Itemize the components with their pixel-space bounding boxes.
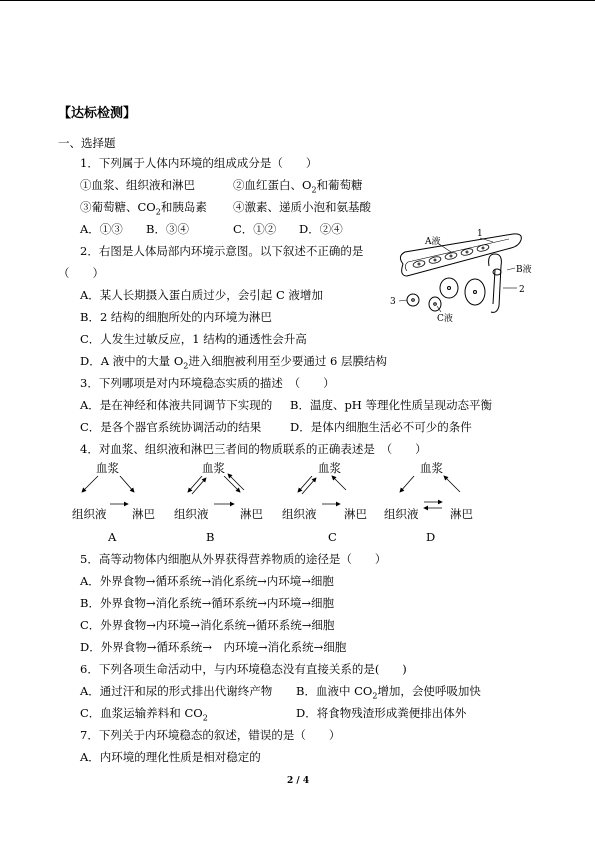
- diagram-c: [282, 461, 367, 544]
- q1-choice-d: D．②④: [299, 222, 343, 236]
- svg-text:组织液: 组织液: [72, 507, 107, 521]
- q2-paren: （ ）: [58, 266, 104, 280]
- q3-option-c: C．是各个器官系统协调活动的结果: [80, 420, 262, 434]
- section-heading: 【达标检测】: [58, 106, 137, 121]
- q1-option-1: ①血浆、组织液和淋巴: [80, 178, 195, 192]
- q2-option-c: C．人发生过敏反应，1 结构的通透性会升高: [80, 332, 307, 346]
- svg-text:血浆: 血浆: [420, 461, 443, 475]
- svg-text:组织液: 组织液: [282, 507, 317, 521]
- svg-text:组织液: 组织液: [174, 507, 209, 521]
- svg-text:淋巴: 淋巴: [344, 507, 367, 521]
- q5-option-b: B．外界食物→消化系统→循环系统→内环境→细胞: [80, 596, 334, 610]
- q1-option-3: ③葡萄糖、$CO_2$和胰岛素: [80, 200, 207, 217]
- label-2: 2: [519, 285, 525, 295]
- page-number: 2 / 4: [287, 776, 310, 786]
- internal-environment-figure: [385, 226, 535, 322]
- q3-option-d: D．是体内细胞生活必不可少的条件: [290, 420, 472, 434]
- q6-option-a: A．通过汗和尿的形式排出代谢终产物: [80, 684, 273, 698]
- svg-text:血浆: 血浆: [96, 461, 119, 475]
- q2-option-b: B．2 结构的细胞所处的内环境为淋巴: [80, 310, 272, 324]
- q1-choice-a: A．①③: [80, 222, 123, 236]
- diagram-b: [174, 461, 263, 544]
- q1-choice-c: C．①②: [233, 222, 277, 236]
- q2-option-d: D．A 液中的大量 $O_2$进入细胞被利用至少要通过 6 层膜结构: [80, 354, 387, 371]
- q1-stem: 1．下列属于人体内环境的组成成分是（ ）: [80, 156, 318, 170]
- top-rule: [0, 0, 595, 1]
- q3-stem: 3．下列哪项是对内环境稳态实质的描述 （ ）: [80, 376, 335, 390]
- q2-stem: 2．右图是人体局部内环境示意图。以下叙述不正确的是: [80, 244, 364, 258]
- q1-choice-b: B．③④: [146, 222, 189, 236]
- q6-option-c: C．血浆运输养料和 $CO_2$: [80, 706, 208, 723]
- q3-option-b: B．温度、pH 等理化性质呈现动态平衡: [290, 398, 492, 412]
- svg-text:血浆: 血浆: [202, 461, 225, 475]
- svg-text:B: B: [206, 530, 215, 544]
- label-c-liquid: C液: [437, 314, 453, 322]
- svg-text:组织液: 组织液: [384, 507, 419, 521]
- q5-option-a: A．外界食物→循环系统→消化系统→内环境→细胞: [80, 574, 334, 588]
- svg-text:淋巴: 淋巴: [240, 507, 263, 521]
- q5-stem: 5．高等动物体内细胞从外界获得营养物质的途径是（ ）: [80, 552, 387, 566]
- label-a-liquid: A液: [425, 237, 441, 247]
- q2-option-a: A．某人长期摄入蛋白质过少，会引起 C 液增加: [80, 288, 323, 302]
- label-3: 3: [390, 297, 396, 307]
- section-title: 一、选择题: [58, 136, 116, 150]
- lymph-vessel: [489, 254, 502, 312]
- svg-text:血浆: 血浆: [318, 461, 341, 475]
- q7-stem: 7．下列关于内环境稳态的叙述，错误的是（ ）: [80, 728, 341, 742]
- q4-stem: 4．对血浆、组织液和淋巴三者间的物质联系的正确表述是 （ ）: [80, 442, 427, 456]
- q6-option-d: D．将食物残渣形成粪便排出体外: [296, 706, 467, 720]
- q5-option-c: C．外界食物→内环境→消化系统→循环系统→细胞: [80, 618, 335, 632]
- capillary: [400, 234, 521, 276]
- label-1: 1: [477, 229, 483, 239]
- svg-text:淋巴: 淋巴: [132, 507, 155, 521]
- q5-option-d: D．外界食物→循环系统→ 内环境→消化系统→细胞: [80, 640, 347, 654]
- tissue-cells: [407, 278, 485, 311]
- diagram-a: [72, 461, 155, 544]
- label-b-liquid: B液: [516, 265, 532, 275]
- svg-text:D: D: [426, 530, 436, 544]
- svg-text:A: A: [108, 530, 117, 544]
- q3-option-a: A．是在神经和体液共同调节下实现的: [80, 398, 273, 412]
- diagram-d: [384, 461, 473, 544]
- q4-diagrams: [60, 458, 490, 548]
- q6-stem: 6．下列各项生命活动中，与内环境稳态没有直接关系的是( ): [80, 662, 407, 676]
- q1-option-4: ④激素、递质小泡和氨基酸: [233, 200, 371, 214]
- q7-option-a: A．内环境的理化性质是相对稳定的: [80, 750, 261, 764]
- q1-option-2: ②血红蛋白、$O_2$和葡萄糖: [233, 178, 363, 195]
- svg-text:淋巴: 淋巴: [450, 507, 473, 521]
- q6-option-b: B．血液中 $CO_2$增加，会使呼吸加快: [296, 684, 481, 701]
- svg-text:C: C: [328, 530, 337, 544]
